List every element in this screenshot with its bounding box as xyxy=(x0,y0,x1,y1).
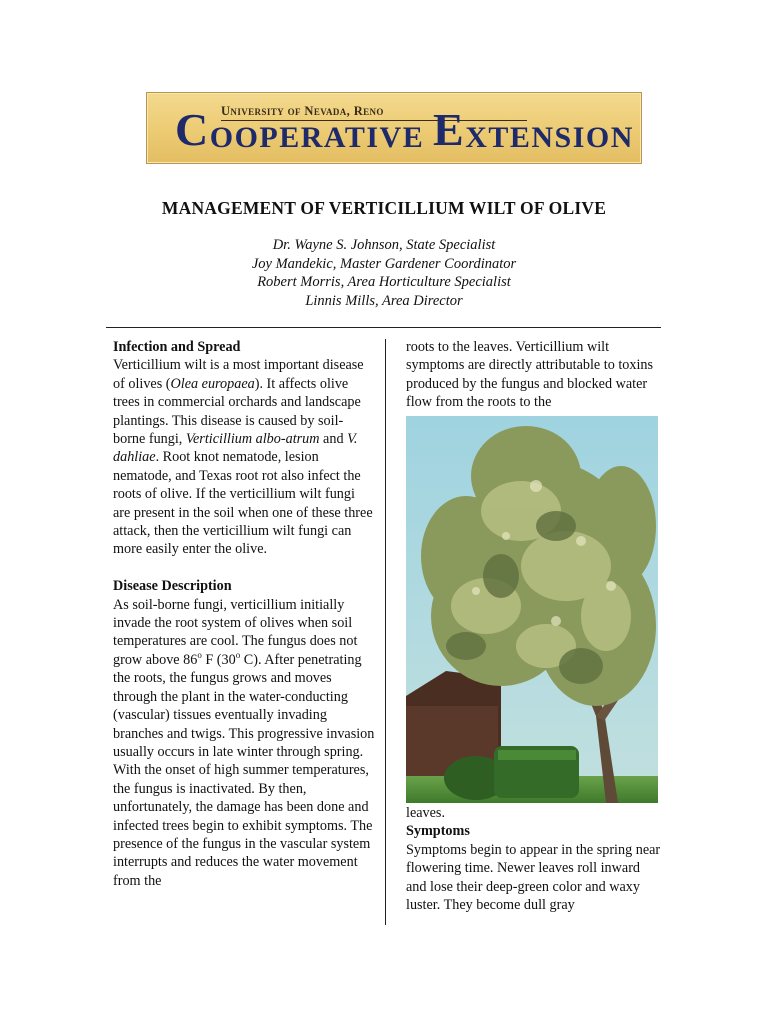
text-run: As soil-borne fungi, verticillium initially invade the root system of olives when soil temperatures are cool. The fungus does not grow above 86 xyxy=(113,596,358,668)
degree-symbol: o xyxy=(235,649,241,660)
continued-paragraph: roots to the leaves. Verticillium wilt symptoms are directly attributable to toxins produced by the fungus and blocked water flow from the roots to the xyxy=(406,339,654,411)
cooperative-initial: C xyxy=(175,104,210,155)
extension-word xyxy=(433,104,634,155)
text-run: . Root knot nematode, lesion nematode, and Texas root rot also infect the roots of olive. If the verticillium wilt fungi are present in the soil when one of these three attack, then the verticillium wilt fungi can more easily enter the olive. xyxy=(113,449,373,558)
text-run: ). It affects olive trees in commercial orchards and landscape plantings. This disease is caused by soil-borne fungi, xyxy=(113,375,361,448)
extension-initial: E xyxy=(433,104,466,155)
text-run: C). After penetrating the roots, the fungus grows and moves through the plant in the water-conducting (vascular) tissues eventually invading branches and twigs. This progressive invasion usually occurs in late winter through spring. With the onset of high summer temperatures, the fungus is inactivated. By then, unfortunately, the damage has been done and infected trees begin to exhibit symptoms. The presence of the fungus in the vascular system interrupts and reduces the water movement from the xyxy=(113,651,375,889)
text-run: F (30 xyxy=(201,651,236,668)
author-line: Robert Morris, Area Horticulture Specialist xyxy=(257,274,511,290)
disease-paragraph xyxy=(113,596,375,891)
author-line: Dr. Wayne S. Johnson, State Specialist xyxy=(272,237,496,253)
extension-banner xyxy=(146,92,642,164)
header-divider xyxy=(106,327,661,328)
degree-symbol: o xyxy=(197,649,202,660)
left-column xyxy=(113,338,375,890)
university-name: University of Nevada, Reno xyxy=(221,104,384,118)
section-heading-symptoms: Symptoms xyxy=(406,823,470,840)
species-name: V. dahliae xyxy=(113,431,358,466)
species-name: Olea europaea xyxy=(170,375,255,392)
extension-rest: XTENSION xyxy=(465,121,634,154)
right-column-lower xyxy=(406,804,661,914)
author-line: Joy Mandekic, Master Gardener Coordinator xyxy=(251,255,517,272)
text-run: and xyxy=(319,431,348,448)
olive-tree-illustration xyxy=(406,416,658,803)
column-divider xyxy=(385,339,386,925)
infection-paragraph xyxy=(113,356,375,558)
section-heading-disease: Disease Description xyxy=(113,578,232,595)
cooperative-rest: OOPERATIVE xyxy=(209,121,425,154)
species-name: Verticillium albo-atrum xyxy=(185,431,320,448)
section-heading-infection: Infection and Spread xyxy=(113,339,241,355)
text-run: Verticillium wilt is a most important disease of olives ( xyxy=(113,357,364,392)
document-title: MANAGEMENT OF VERTICILLIUM WILT OF OLIVE xyxy=(161,198,607,218)
cooperative-word xyxy=(175,104,425,155)
olive-tree-photo xyxy=(406,416,658,803)
author-list xyxy=(0,236,768,310)
author-line: Linnis Mills, Area Director xyxy=(305,292,463,309)
continued-paragraph-end: leaves. xyxy=(406,805,445,821)
right-column xyxy=(406,338,661,412)
symptoms-paragraph: Symptoms begin to appear in the spring near flowering time. Newer leaves roll inward and lose their deep-green color and waxy luster. They become dull gray xyxy=(406,841,661,914)
